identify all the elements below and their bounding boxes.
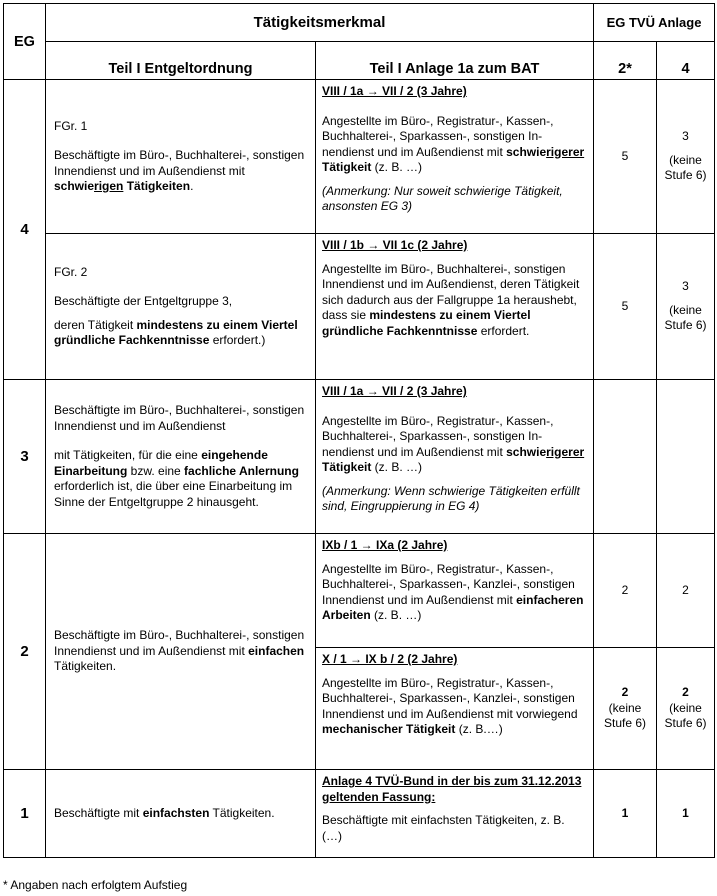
value-col-4 xyxy=(657,380,715,534)
value-col-2: 1 xyxy=(594,770,657,858)
footnote: * Angaben nach erfolgtem Aufstieg xyxy=(3,878,188,892)
bat-cell xyxy=(316,234,594,380)
value-col-2: 2 xyxy=(594,534,657,648)
teil1-entgelt-header: Teil I Entgeltordnung xyxy=(46,42,316,80)
bat-title: IXb / 1 → IXa (2 Jahre) xyxy=(322,538,448,552)
entgelt-text: Beschäftigte mit einfachsten Tätigkeiten. xyxy=(54,805,275,820)
eg-value: 3 xyxy=(4,380,46,534)
bat-cell xyxy=(316,648,594,770)
entgelt-text: deren Tätigkeit mindestens zu einem Viertel gründliche Fachkenntnisse erfordert.) xyxy=(54,317,298,347)
entgelt-text: mit Tätigkeiten, für die eine eingehende Einarbeitung bzw. eine fachliche Anlernung erforderlich ist, die über eine Einarbeitung im Sinne der Entgeltgruppe 2 hinausgeht. xyxy=(54,448,299,509)
entgelt-cell xyxy=(46,534,316,770)
fgr-label: FGr. 1 xyxy=(54,118,88,133)
entgelt-cell xyxy=(46,770,316,858)
bat-cell xyxy=(316,534,594,648)
value-col-4: 3 (keine Stufe 6) xyxy=(657,80,715,234)
bat-title: VIII / 1a → VII / 2 (3 Jahre) xyxy=(322,84,467,98)
taetigkeitsmerkmal-header: Tätigkeitsmerkmal xyxy=(46,4,594,42)
bat-cell xyxy=(316,770,594,858)
entgelt-text: Beschäftigte im Büro-, Buchhalterei-, sonstigen Innendienst und im Außendienst xyxy=(54,403,305,433)
entgelt-text: Beschäftigte im Büro-, Buchhalterei-, sonstigen Innendienst und im Außendienst mit einfachen Tätigkeiten. xyxy=(54,628,305,674)
value-col-2 xyxy=(594,380,657,534)
bat-title: Anlage 4 TVÜ-Bund in der bis zum 31.12.2013 geltenden Fassung: xyxy=(322,774,582,804)
bat-text: Beschäftigte mit einfachsten Tätigkeiten, z. B. (…) xyxy=(322,813,565,843)
bat-text: Angestellte im Büro-, Buchhalterei-, sonstigen Innendienst und im Außendienst, deren Tätigkeit sich dadurch aus der Fallgruppe 1a heraushebt, dass sie mindestens zu einem Viertel gründliche Fachkenntnisse erfordert. xyxy=(322,261,580,338)
entgelt-cell xyxy=(46,380,316,534)
bat-title: VIII / 1b → VII 1c (2 Jahre) xyxy=(322,238,468,252)
bat-cell xyxy=(316,380,594,534)
header-row-1 xyxy=(4,4,715,42)
table-row xyxy=(4,770,715,858)
value-col-4: 1 xyxy=(657,770,715,858)
entgelt-table xyxy=(3,3,715,858)
table-row xyxy=(4,534,715,648)
eg-tvue-anlage-header: EG TVÜ Anlage xyxy=(594,4,715,42)
entgelt-text: Beschäftigte im Büro-, Buchhalterei-, sonstigen Innendienst und im Außendienst mit schwierigen Tätigkeiten. xyxy=(54,148,305,193)
bat-text: Angestellte im Büro-, Registratur-, Kassen-, Buchhalterei-, Sparkassen-, Kanzlei-, sonstigen Innendienst und im Außendienst mit einfacheren Arbeiten (z. B. …) xyxy=(322,561,584,622)
value-col-2: 5 xyxy=(594,80,657,234)
bat-text: Angestellte im Büro-, Registratur-, Kassen-, Buchhalterei-, Sparkassen-, sonstigen Innendienst und im Außendienst mit schwierigerer Tätigkeit (z. B. …) xyxy=(322,113,585,174)
bat-text: Angestellte im Büro-, Registratur-, Kassen-, Buchhalterei-, Sparkassen-, sonstigen Innendienst und im Außendienst mit schwierigerer Tätigkeit (z. B. …) xyxy=(322,413,585,474)
bat-note: (Anmerkung: Nur soweit schwierige Tätigkeit, ansonsten EG 3) xyxy=(322,183,563,213)
table-row xyxy=(4,380,715,534)
table-row xyxy=(4,234,715,380)
entgelt-text: Beschäftigte der Entgeltgruppe 3, xyxy=(54,294,233,308)
eg-header: EG xyxy=(4,4,46,80)
value-col-2: 2 (keine Stufe 6) xyxy=(594,648,657,770)
eg-value: 1 xyxy=(4,770,46,858)
col-4-header: 4 xyxy=(657,42,715,80)
value-col-4: 3 (keine Stufe 6) xyxy=(657,234,715,380)
bat-title: VIII / 1a → VII / 2 (3 Jahre) xyxy=(322,384,467,398)
col-2-header: 2* xyxy=(594,42,657,80)
bat-cell xyxy=(316,80,594,234)
header-row-2 xyxy=(4,42,715,80)
bat-note: (Anmerkung: Wenn schwierige Tätigkeiten erfüllt sind, Eingruppierung in EG 4) xyxy=(322,483,580,513)
value-col-2: 5 xyxy=(594,234,657,380)
table-row xyxy=(4,80,715,234)
entgelt-cell xyxy=(46,234,316,380)
bat-title: X / 1 → IX b / 2 (2 Jahre) xyxy=(322,652,458,666)
entgelt-cell xyxy=(46,80,316,234)
eg-value: 4 xyxy=(4,80,46,380)
bat-text: Angestellte im Büro-, Registratur-, Kassen-, Buchhalterei-, Sparkassen-, Kanzlei-, sonstigen Innendienst und im Außendienst mit vorwiegend mechanischer Tätigkeit (z. B.…) xyxy=(322,675,578,736)
teil1-bat-header: Teil I Anlage 1a zum BAT xyxy=(316,42,594,80)
eg-value: 2 xyxy=(4,534,46,770)
fgr-label: FGr. 2 xyxy=(54,264,88,279)
value-col-4: 2 xyxy=(657,534,715,648)
value-col-4: 2 (keine Stufe 6) xyxy=(657,648,715,770)
